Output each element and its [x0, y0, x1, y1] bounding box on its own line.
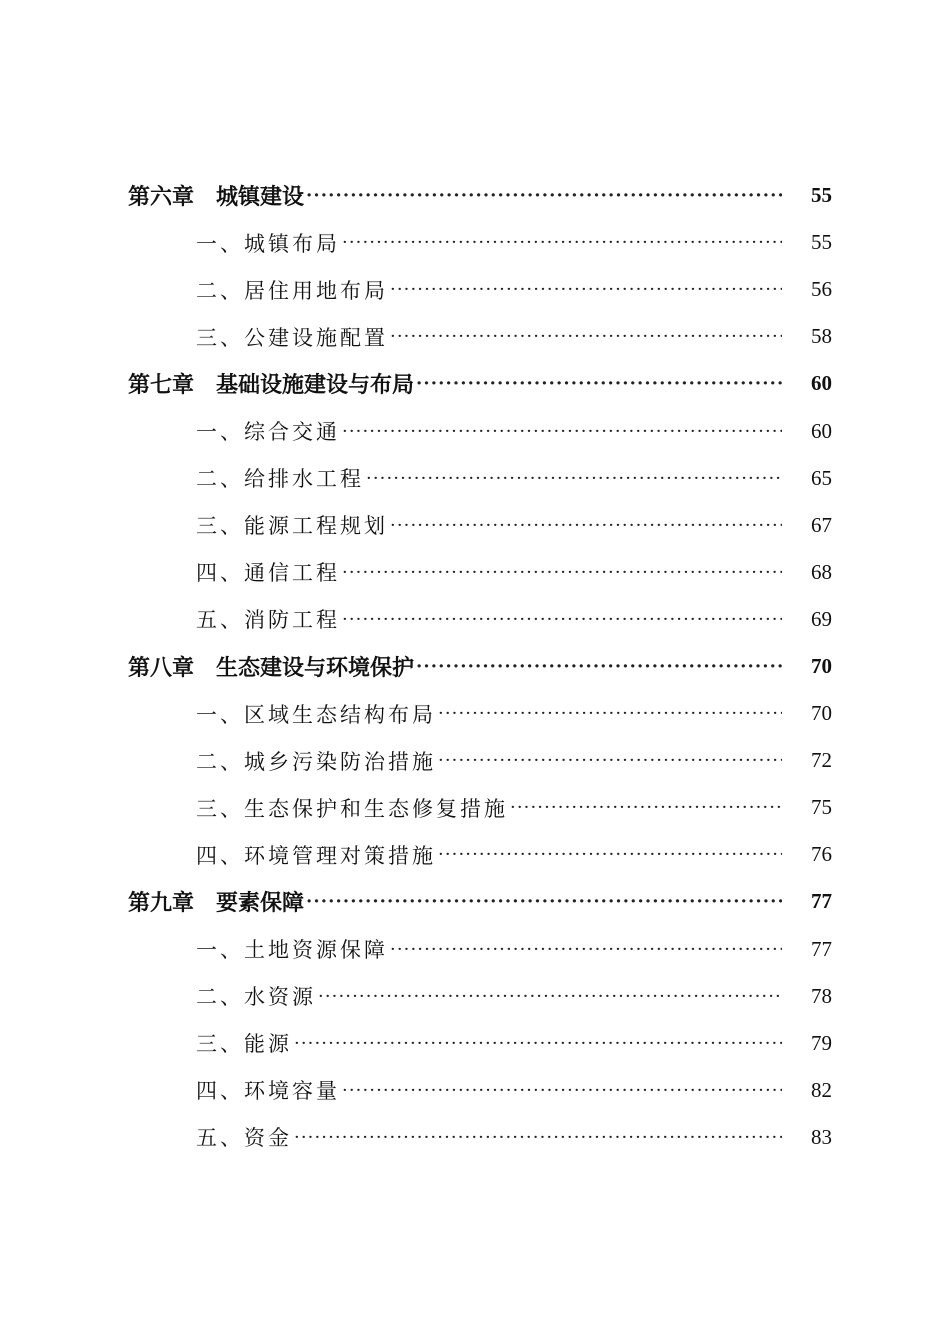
toc-section-entry[interactable]: [0, 219, 950, 266]
toc-chapter-entry[interactable]: [0, 360, 950, 407]
toc-page-number: 82: [811, 1077, 832, 1102]
toc-dot-leader: [342, 562, 782, 583]
toc-section-entry[interactable]: [0, 455, 950, 502]
toc-section-entry[interactable]: [0, 502, 950, 549]
toc-section-entry[interactable]: [0, 549, 950, 596]
toc-entry-label: 五、消防工程: [196, 608, 340, 633]
toc-page-number: 69: [811, 606, 832, 631]
toc-section-entry[interactable]: [0, 831, 950, 878]
toc-dot-leader: [306, 185, 782, 206]
toc-section-entry[interactable]: [0, 407, 950, 454]
toc-page-number: 70: [811, 701, 832, 726]
toc-page-number: 79: [811, 1030, 832, 1055]
toc-entry-label: 一、综合交通: [196, 420, 340, 445]
toc-dot-leader: [390, 515, 782, 536]
toc-entry-label: 四、环境容量: [196, 1079, 340, 1104]
toc-dot-leader: [366, 468, 782, 489]
toc-entry-label: 五、资金: [196, 1126, 292, 1151]
toc-dot-leader: [390, 939, 782, 960]
toc-dot-leader: [438, 844, 782, 865]
toc-dot-leader: [438, 703, 782, 724]
toc-dot-leader: [306, 891, 782, 912]
toc-entry-label: 一、土地资源保障: [196, 938, 388, 963]
toc-entry-label: 三、公建设施配置: [196, 325, 388, 350]
toc-dot-leader: [318, 986, 782, 1007]
toc-section-entry[interactable]: [0, 1114, 950, 1161]
toc-entry-label: 第七章 基础设施建设与布局: [128, 372, 415, 399]
toc-section-entry[interactable]: [0, 596, 950, 643]
toc-dot-leader: [342, 421, 782, 442]
toc-entry-label: 一、区域生态结构布局: [196, 702, 436, 727]
toc-entry-label: 二、给排水工程: [196, 467, 364, 492]
toc-section-entry[interactable]: [0, 690, 950, 737]
toc-section-entry[interactable]: [0, 737, 950, 784]
toc-dot-leader: [416, 656, 782, 677]
toc-dot-leader: [342, 232, 782, 253]
toc-section-entry[interactable]: [0, 1067, 950, 1114]
toc-chapter-entry[interactable]: [0, 643, 950, 690]
toc-page-number: 60: [811, 371, 832, 396]
toc-chapter-entry[interactable]: [0, 878, 950, 925]
toc-chapter-entry[interactable]: [0, 172, 950, 219]
toc-page-number: 55: [811, 230, 832, 255]
toc-entry-label: 三、能源工程规划: [196, 514, 388, 539]
toc-dot-leader: [510, 797, 782, 818]
toc-entry-label: 一、城镇布局: [196, 231, 340, 256]
toc-section-entry[interactable]: [0, 313, 950, 360]
toc-dot-leader: [294, 1127, 782, 1148]
toc-page-number: 78: [811, 983, 832, 1008]
toc-dot-leader: [390, 326, 782, 347]
table-of-contents: [0, 172, 950, 1161]
toc-page-number: 67: [811, 512, 832, 537]
toc-dot-leader: [390, 279, 782, 300]
toc-page-number: 77: [811, 889, 832, 914]
toc-entry-label: 三、能源: [196, 1032, 292, 1057]
toc-page-number: 77: [811, 936, 832, 961]
toc-entry-label: 第六章 城镇建设: [128, 184, 305, 211]
toc-page-number: 70: [811, 653, 832, 678]
toc-entry-label: 第八章 生态建设与环境保护: [128, 654, 415, 681]
toc-entry-label: 四、环境管理对策措施: [196, 843, 436, 868]
toc-dot-leader: [294, 1033, 782, 1054]
toc-entry-label: 三、生态保护和生态修复措施: [196, 796, 508, 821]
toc-page-number: 76: [811, 842, 832, 867]
toc-section-entry[interactable]: [0, 784, 950, 831]
toc-section-entry[interactable]: [0, 1020, 950, 1067]
toc-page-number: 75: [811, 795, 832, 820]
toc-dot-leader: [342, 1080, 782, 1101]
toc-entry-label: 第九章 要素保障: [128, 890, 305, 917]
toc-entry-label: 二、水资源: [196, 985, 316, 1010]
toc-entry-label: 二、居住用地布局: [196, 278, 388, 303]
toc-dot-leader: [416, 373, 782, 394]
toc-dot-leader: [438, 750, 782, 771]
toc-page-number: 58: [811, 324, 832, 349]
toc-page-number: 55: [811, 183, 832, 208]
toc-entry-label: 二、城乡污染防治措施: [196, 749, 436, 774]
toc-page-number: 68: [811, 559, 832, 584]
toc-page-number: 72: [811, 748, 832, 773]
toc-section-entry[interactable]: [0, 926, 950, 973]
toc-page-number: 56: [811, 277, 832, 302]
toc-page-number: 83: [811, 1124, 832, 1149]
toc-section-entry[interactable]: [0, 973, 950, 1020]
toc-dot-leader: [342, 609, 782, 630]
toc-page-number: 60: [811, 418, 832, 443]
toc-page-number: 65: [811, 465, 832, 490]
toc-section-entry[interactable]: [0, 266, 950, 313]
toc-entry-label: 四、通信工程: [196, 561, 340, 586]
